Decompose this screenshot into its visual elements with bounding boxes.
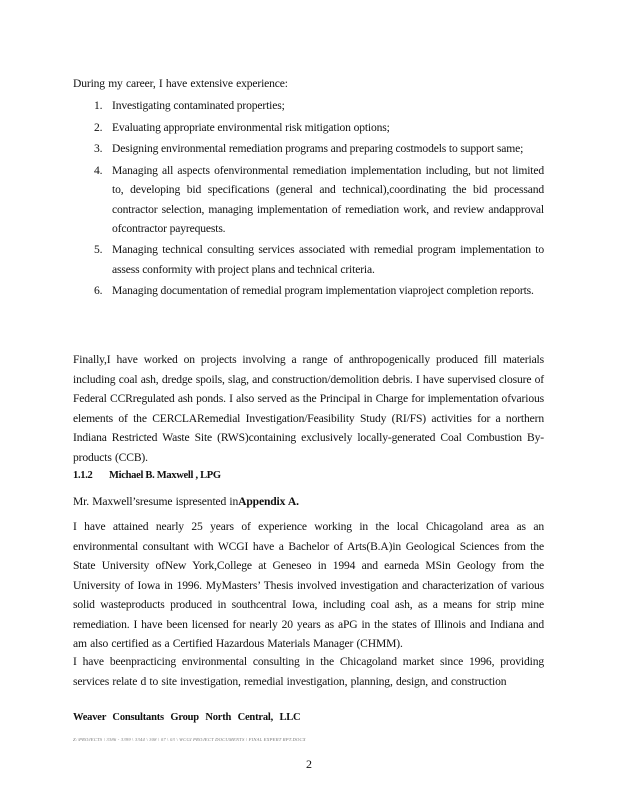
intro-text: During my career, I have extensive experience: (73, 77, 288, 90)
experience-list (73, 96, 544, 303)
list-item-number: 1. (94, 99, 103, 112)
list-item (73, 139, 544, 158)
list-item-number: 4. (94, 164, 103, 178)
section-number: 1.1.2 (73, 470, 93, 481)
list-item (73, 281, 544, 300)
footer-company: Weaver Consultants Group North Central, LLC (73, 712, 301, 723)
page-number: 2 (306, 757, 312, 771)
finally-paragraph: Finally,I have worked on projects involving a range of anthropogenically produced fill materials including coal ash, dredge spoils, slag, and construction/demolition debris. I have supervised closure of Federal CCRregulated ash ponds. I also served as the Principal in Charge for implementation ofvarious elements of the CERCLARemedial Investigation/Feasibility Study (RI/FS) activities for a northern Indiana Restricted Waste Site (RWS)containing exclusively locally-generated Coal Combustion By-products (CCB). (73, 353, 544, 464)
list-item (73, 240, 544, 278)
section-heading (73, 470, 221, 481)
appendix-reference: Appendix A. (238, 495, 299, 508)
list-item (73, 118, 544, 137)
list-item-number: 5. (94, 243, 103, 257)
list-item-number: 3. (94, 142, 103, 156)
list-item-text: Managing documentation of remedial program implementation viaproject completion reports. (112, 284, 534, 298)
list-item (73, 161, 544, 238)
list-item-number: 6. (94, 284, 103, 298)
list-item-text: Designing environmental remediation programs and preparing costmodels to support same; (112, 142, 524, 156)
list-item-text: Evaluating appropriate environmental risk mitigation options; (112, 120, 390, 134)
list-item-text: Managing all aspects ofenvironmental remediation implementation including, but not limited to, developing bid specifications (general and technical),coordinating the bid processand contractor selection, managing implementation of remediation work, and review andapproval ofcontractor payrequests. (112, 164, 544, 235)
list-item-text: Managing technical consulting services associated with remedial program implementation to assess conformity with project plans and technical criteria. (112, 243, 544, 276)
list-item-text: Investigating contaminated properties; (112, 99, 285, 112)
footer-file-path: Z:\PROJECTS \ 3386 - 3399 \ 3344 \ 308 \ 07 \ 03 \ WCGI PROJECT DOCUMENTS \ FINAL EXPERT RPT.DOCX (73, 737, 306, 742)
attained-paragraph: I have attained nearly 25 years of experience working in the local Chicagoland area as an environmental consultant with WCGI have a Bachelor of Arts(B.A)in Geological Sciences from the State University ofNew York,College at Geneseo in 1994 and earneda MSin Geology from the University of Iowa in 1996. MyMasters’ Thesis involved investigation and characterization of various solid wasteproducts produced in southcentral Iowa, including coal ash, as a means for strip mine remediation. I have been licensed for nearly 20 years as aPG in the states of Illinois and Indiana and am also certified as a Certified Hazardous Materials Manager (CHMM). (73, 520, 544, 650)
section-title: Michael B. Maxwell , LPG (109, 470, 221, 481)
resume-line (73, 492, 544, 512)
practicing-paragraph: I have beenpracticing environmental consulting in the Chicagoland market since 1996, providing services relate d to site investigation, remedial investigation, planning, design, and construction (73, 655, 544, 688)
resume-text: Mr. Maxwell’sresume ispresented in (73, 495, 239, 508)
list-item (73, 96, 544, 115)
list-item-number: 2. (94, 120, 103, 134)
